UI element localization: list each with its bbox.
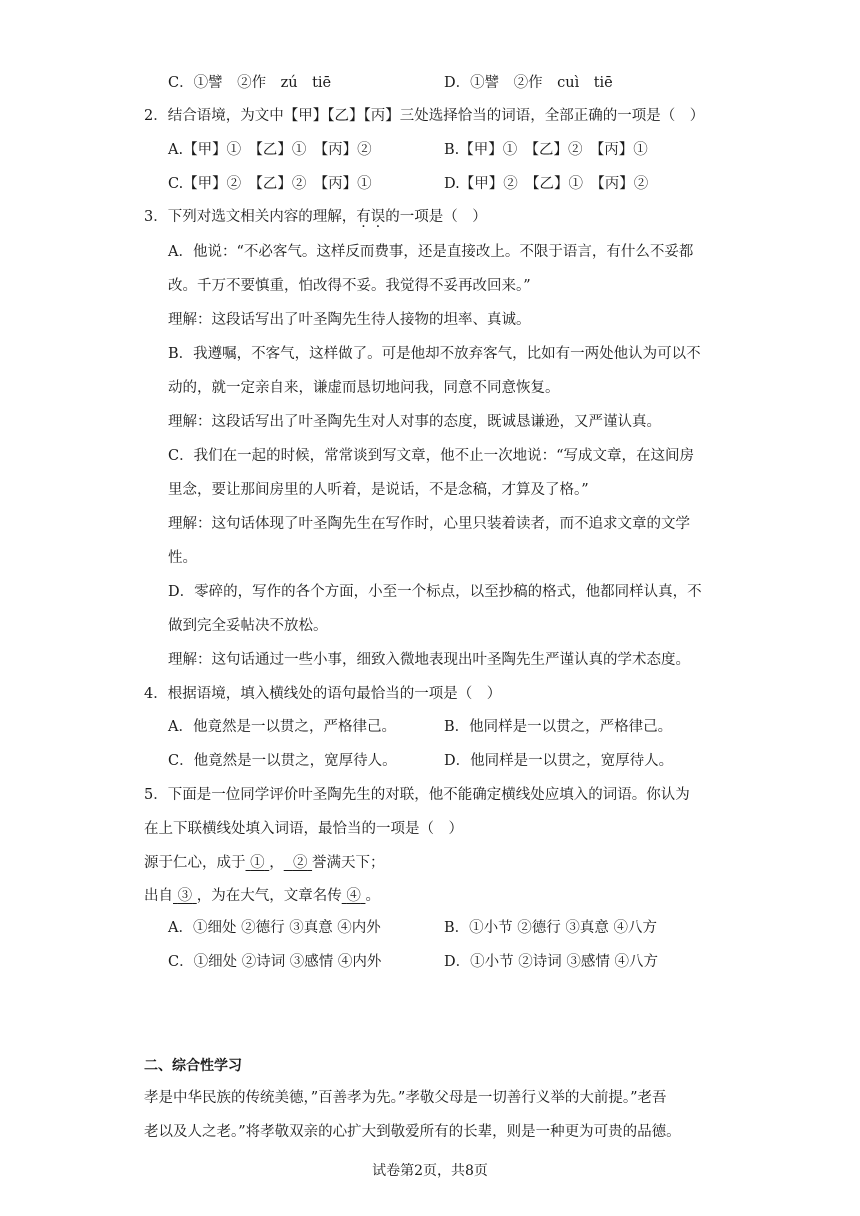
q4-option-d: D．他同样是一以贯之，宽厚待人。 (444, 753, 674, 769)
q5-option-a: A．①细处 ②德行 ③真意 ④内外 (168, 920, 381, 936)
paragraph-line1: 孝是中华民族的传统美德，”百善孝为先。”孝敬父母是一切善行义举的大前提。”老吾 (144, 1090, 667, 1106)
q5-option-c: C．①细处 ②诗词 ③感情 ④内外 (168, 954, 382, 970)
question-3: 3．下列对选文相关内容的理解，有误的一项是（ ） (144, 209, 487, 225)
q5-option-b: B．①小节 ②德行 ③真意 ④八方 (444, 920, 657, 936)
question-5-line1: 5．下面是一位同学评价叶圣陶先生的对联，他不能确定横线处应填入的词语。你认为 (144, 787, 690, 803)
emphasis-char: 有 (356, 209, 371, 225)
question-5-line2: 在上下联横线处填入词语，最恰当的一项是（ ） (144, 821, 463, 837)
q3-option-d-line2: 做到完全妥帖决不放松。 (168, 618, 328, 634)
q1-option-c: C．①譬 ②作 zú tiē (168, 75, 332, 91)
q5-option-d: D．①小节 ②诗词 ③感情 ④八方 (444, 954, 658, 970)
couplet-line-2: 出自 ③ ，为在大气，文章名传 ④ 。 (144, 888, 380, 904)
question-2: 2．结合语境，为文中【甲】【乙】【丙】三处选择恰当的词语，全部正确的一项是（ ） (144, 108, 705, 124)
section-heading: 二、综合性学习 (144, 1058, 242, 1074)
blank-3: ③ (177, 888, 193, 904)
q2-option-c: C.【甲】② 【乙】② 【丙】① (168, 176, 372, 192)
blank-4: ④ (346, 888, 361, 904)
q3-option-d-line1: D．零碎的，写作的各个方面，小至一个标点，以至抄稿的格式，他都同样认真，不 (168, 584, 702, 600)
q4-option-b: B．他同样是一以贯之，严格律己。 (444, 719, 673, 735)
q3-option-a-line2: 改。千万不要慎重，怕改得不妥。我觉得不妥再改回来。” (168, 278, 531, 294)
q2-option-b: B.【甲】① 【乙】② 【丙】① (444, 142, 648, 158)
q3-option-b-line2: 动的，就一定亲自来，谦虚而恳切地问我，同意不同意恢复。 (168, 380, 560, 396)
q1-option-d: D．①譬 ②作 cuì tiē (444, 75, 613, 91)
question-4: 4．根据语境，填入横线处的语句最恰当的一项是（ ） (144, 686, 502, 702)
q3-option-b-note: 理解：这段话写出了叶圣陶先生对人对事的态度，既诚恳谦逊，又严谨认真。 (168, 414, 661, 430)
q3-option-c-note2: 性。 (168, 550, 197, 566)
page-footer: 试卷第2页，共8页 (372, 1163, 488, 1179)
q3-option-b-line1: B．我遵嘱，不客气，这样做了。可是他却不放弃客气，比如有一两处他认为可以不 (168, 346, 701, 362)
q4-option-a: A．他竟然是一以贯之，严格律己。 (168, 719, 396, 735)
emphasis-char: 误 (370, 209, 386, 225)
couplet-line-1: 源于仁心，成于 ① ， ② 誉满天下； (144, 855, 385, 871)
q3-option-c-line1: C．我们在一起的时候，常常谈到写文章，他不止一次地说：“写成文章，在这间房 (168, 448, 695, 464)
q2-option-d: D.【甲】② 【乙】① 【丙】② (444, 176, 649, 192)
q2-option-a: A.【甲】① 【乙】① 【丙】② (168, 142, 372, 158)
q4-option-c: C．他竟然是一以贯之，宽厚待人。 (168, 753, 397, 769)
blank-1: ① (250, 855, 265, 871)
q3-option-c-note1: 理解：这句话体现了叶圣陶先生在写作时，心里只装着读者，而不追求文章的文学 (168, 516, 690, 532)
q3-option-c-line2: 里念，要让那间房里的人听着，是说话，不是念稿，才算及了格。” (168, 482, 589, 498)
q3-option-a-note: 理解：这段话写出了叶圣陶先生待人接物的坦率、真诚。 (168, 312, 531, 328)
q3-option-d-note: 理解：这句话通过一些小事，细致入微地表现出叶圣陶先生严谨认真的学术态度。 (168, 652, 690, 668)
blank-2: ② (292, 855, 308, 871)
q3-option-a-line1: A．他说：“不必客气。这样反而费事，还是直接改上。不限于语言，有什么不妥都 (168, 244, 694, 260)
paragraph-line2: 老以及人之老。”将孝敬双亲的心扩大到敬爱所有的长辈，则是一种更为可贵的品德。 (144, 1124, 681, 1140)
